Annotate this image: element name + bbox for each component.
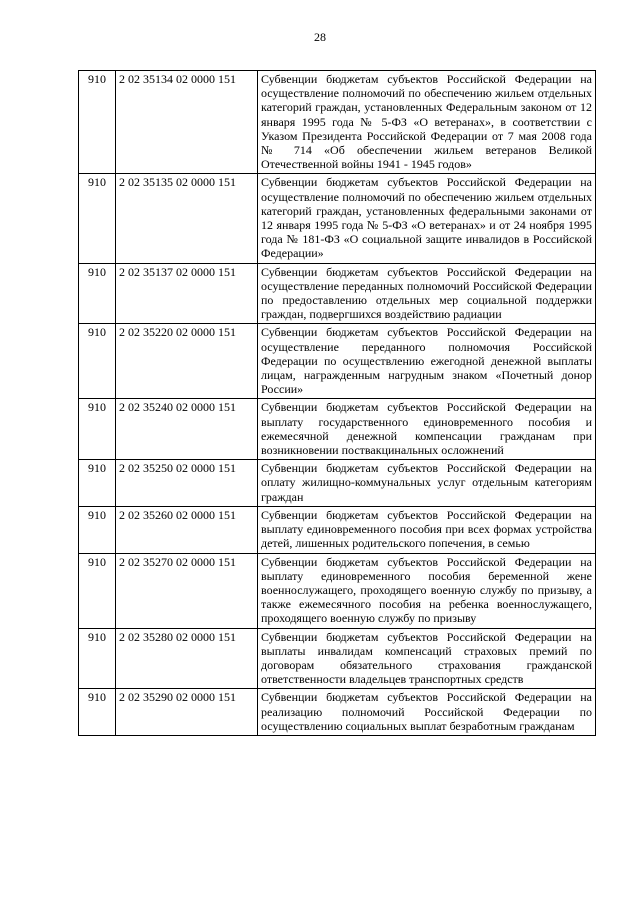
description-cell: Субвенции бюджетам субъектов Российской Федерации на выплату единовременного пособия беременной жене военнослужащего, проходящего военную службу по призыву, а также ежемесячного пособия на ребенка военнослужащего, проходящего военную службу по призыву bbox=[258, 553, 596, 628]
table-row bbox=[79, 506, 596, 553]
admin-code-cell: 910 bbox=[79, 628, 116, 689]
budget-code-cell: 2 02 35134 02 0000 151 bbox=[116, 71, 258, 174]
table-row bbox=[79, 399, 596, 460]
table-body bbox=[79, 71, 596, 736]
description-cell: Субвенции бюджетам субъектов Российской Федерации на выплаты инвалидам компенсаций страховых премий по договорам обязательного страхования гражданской ответственности владельцев транспортных средств bbox=[258, 628, 596, 689]
budget-code-cell: 2 02 35250 02 0000 151 bbox=[116, 460, 258, 507]
budget-code-cell: 2 02 35260 02 0000 151 bbox=[116, 506, 258, 553]
admin-code-cell: 910 bbox=[79, 71, 116, 174]
table-row bbox=[79, 689, 596, 736]
admin-code-cell: 910 bbox=[79, 689, 116, 736]
description-cell: Субвенции бюджетам субъектов Российской Федерации на выплату единовременного пособия при всех формах устройства детей, лишенных родительского попечения, в семью bbox=[258, 506, 596, 553]
description-cell: Субвенции бюджетам субъектов Российской Федерации на осуществление переданного полномочия Российской Федерации по осуществлению ежегодной денежной выплаты лицам, награжденным нагрудным знаком «Почетный донор России» bbox=[258, 324, 596, 399]
admin-code-cell: 910 bbox=[79, 399, 116, 460]
table-row bbox=[79, 324, 596, 399]
table-row bbox=[79, 460, 596, 507]
description-cell: Субвенции бюджетам субъектов Российской Федерации на выплату государственного единовременного пособия и ежемесячной денежной компенсации гражданам при возникновении поствакцинальных осложнений bbox=[258, 399, 596, 460]
description-cell: Субвенции бюджетам субъектов Российской Федерации на осуществление полномочий по обеспечению жильем отдельных категорий граждан, установленных Федеральным законом от 12 января 1995 года № 5-ФЗ «О ветеранах», в соответствии с Указом Президента Российской Федерации от 7 мая 2008 года № 714 «Об обеспечении жильем ветеранов Великой Отечественной войны 1941 - 1945 годов» bbox=[258, 71, 596, 174]
description-cell: Субвенции бюджетам субъектов Российской Федерации на оплату жилищно-коммунальных услуг отдельным категориям граждан bbox=[258, 460, 596, 507]
admin-code-cell: 910 bbox=[79, 324, 116, 399]
table-row bbox=[79, 553, 596, 628]
budget-code-cell: 2 02 35280 02 0000 151 bbox=[116, 628, 258, 689]
budget-code-cell: 2 02 35290 02 0000 151 bbox=[116, 689, 258, 736]
budget-code-cell: 2 02 35270 02 0000 151 bbox=[116, 553, 258, 628]
page-number: 28 bbox=[314, 30, 326, 44]
budget-code-cell: 2 02 35135 02 0000 151 bbox=[116, 174, 258, 263]
description-cell: Субвенции бюджетам субъектов Российской Федерации на реализацию полномочий Российской Федерации по осуществлению социальных выплат безработным гражданам bbox=[258, 689, 596, 736]
budget-classification-table bbox=[78, 70, 596, 736]
budget-code-cell: 2 02 35240 02 0000 151 bbox=[116, 399, 258, 460]
table-row bbox=[79, 628, 596, 689]
description-cell: Субвенции бюджетам субъектов Российской Федерации на осуществление переданных полномочий Российской Федерации по предоставлению отдельных мер социальной поддержки граждан, подвергшихся воздействию радиации bbox=[258, 263, 596, 324]
admin-code-cell: 910 bbox=[79, 174, 116, 263]
table-row bbox=[79, 174, 596, 263]
budget-code-cell: 2 02 35220 02 0000 151 bbox=[116, 324, 258, 399]
budget-code-cell: 2 02 35137 02 0000 151 bbox=[116, 263, 258, 324]
table-row bbox=[79, 71, 596, 174]
table-row bbox=[79, 263, 596, 324]
admin-code-cell: 910 bbox=[79, 506, 116, 553]
admin-code-cell: 910 bbox=[79, 460, 116, 507]
description-cell: Субвенции бюджетам субъектов Российской Федерации на осуществление полномочий по обеспечению жильем отдельных категорий граждан, установленных федеральными законами от 12 января 1995 года № 5-ФЗ «О ветеранах» и от 24 ноября 1995 года № 181-ФЗ «О социальной защите инвалидов в Российской Федерации» bbox=[258, 174, 596, 263]
admin-code-cell: 910 bbox=[79, 263, 116, 324]
admin-code-cell: 910 bbox=[79, 553, 116, 628]
